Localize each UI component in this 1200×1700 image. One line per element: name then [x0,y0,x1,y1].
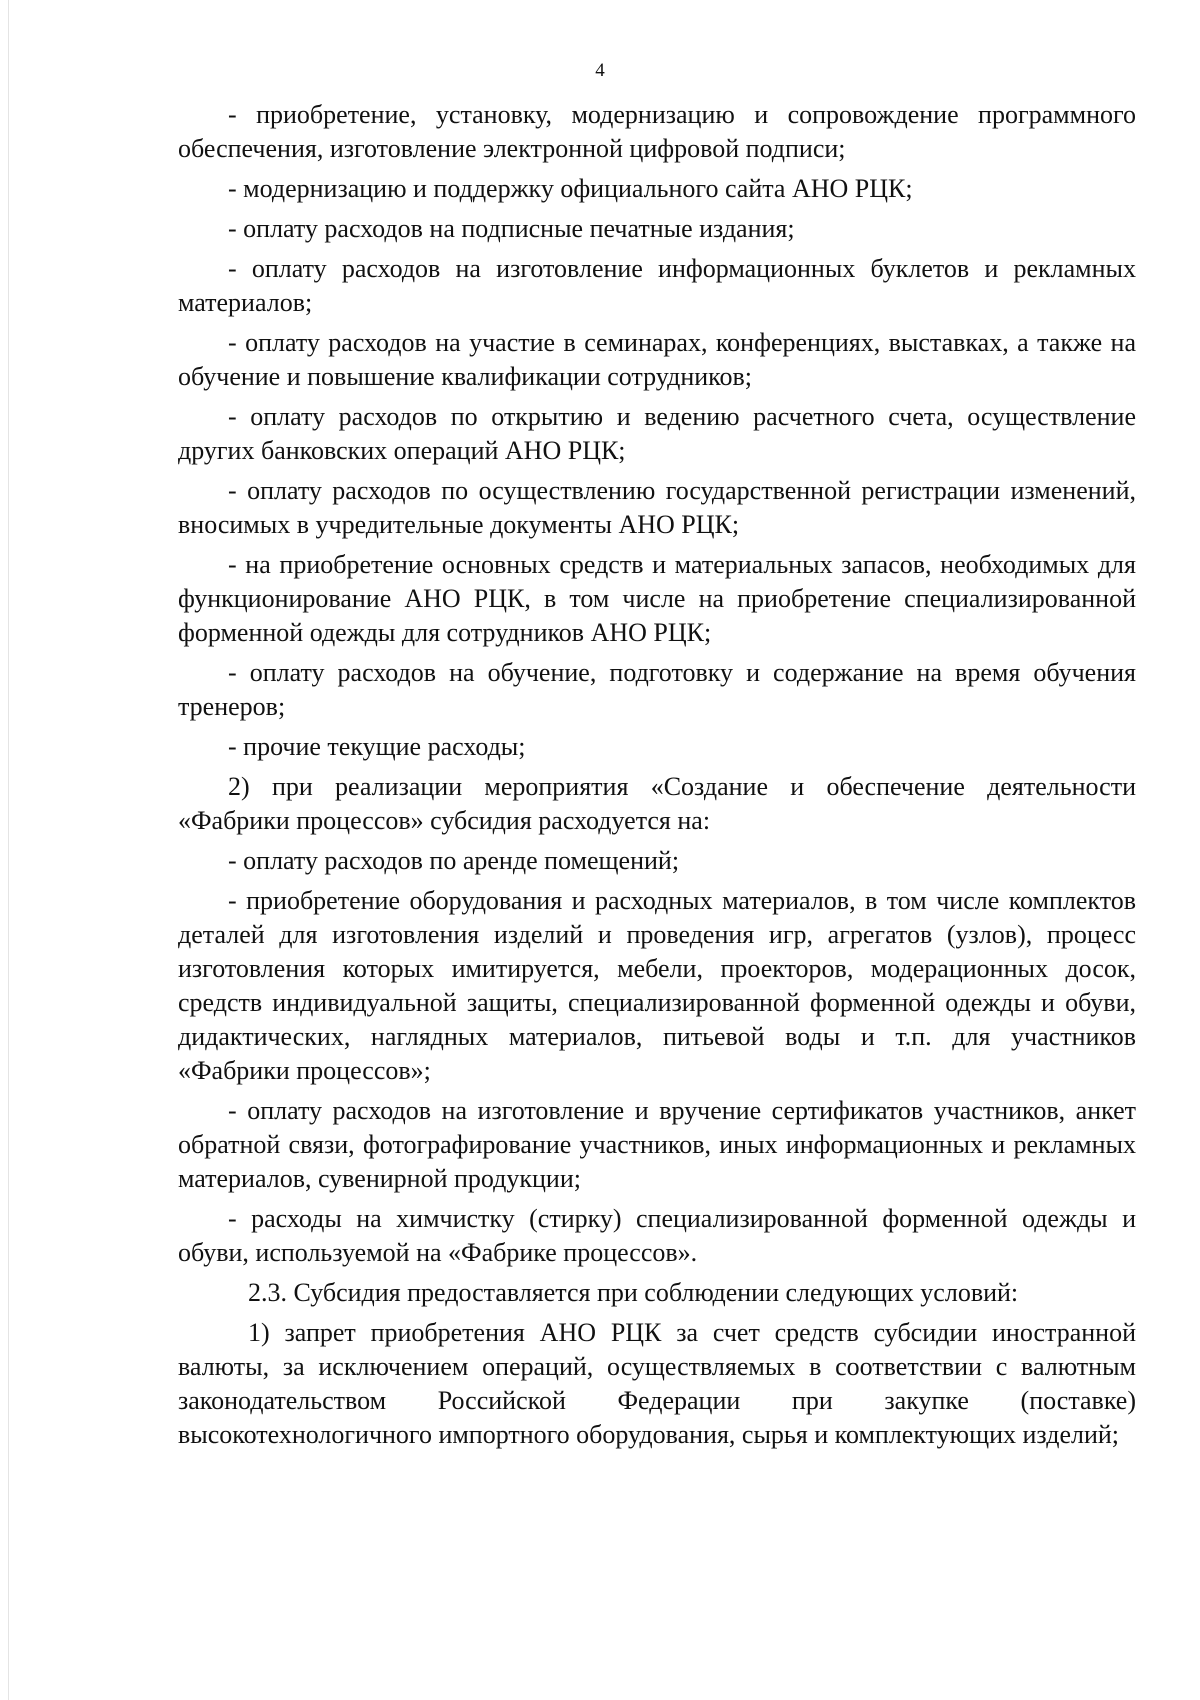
paragraph-subscriptions: - оплату расходов на подписные печатные издания; [228,214,795,243]
paragraph-other-expenses: - прочие текущие расходы; [228,732,526,761]
paragraph-bank-account: - оплату расходов по открытию и ведению расчетного счета, осуществление других банковских операций АНО РЦК; [178,402,1136,465]
paragraph-equipment: - приобретение оборудования и расходных материалов, в том числе комплектов деталей для изготовления изделий и проведения игр, агрегатов (узлов), процесс изготовления которых имитируется, мебели, проекторов, модерационных досок, средств индивидуальной защиты, специализированной форменной одежды и обуви, дидактических, наглядных материалов, питьевой воды и т.п. для участников «Фабрики процессов»; [178,886,1136,1085]
paragraph-website: - модернизацию и поддержку официального сайта АНО РЦК; [228,174,913,203]
paragraph-rent: - оплату расходов по аренде помещений; [228,846,680,875]
paragraph-trainers: - оплату расходов на обучение, подготовку и содержание на время обучения тренеров; [178,658,1136,721]
paragraph-software: - приобретение, установку, модернизацию и сопровождение программного обеспечения, изготовление электронной цифровой подписи; [178,100,1136,163]
paragraph-process-factory: 2) при реализации мероприятия «Создание и обеспечение деятельности «Фабрики процессов» субсидия расходуется на: [178,772,1136,835]
scan-edge-line [8,0,9,1700]
paragraph-certificates: - оплату расходов на изготовление и вручение сертификатов участников, анкет обратной связи, фотографирование участников, иных информационных и рекламных материалов, сувенирной продукции; [178,1096,1136,1193]
paragraph-conditions: 2.3. Субсидия предоставляется при соблюдении следующих условий: [248,1278,1019,1307]
paragraph-dry-cleaning: - расходы на химчистку (стирку) специализированной форменной одежды и обуви, используемой на «Фабрике процессов». [178,1204,1136,1267]
paragraph-fixed-assets: - на приобретение основных средств и материальных запасов, необходимых для функционирование АНО РЦК, в том числе на приобретение специализированной форменной одежды для сотрудников АНО РЦК; [178,550,1136,647]
paragraph-booklets: - оплату расходов на изготовление информационных буклетов и рекламных материалов; [178,254,1136,317]
paragraph-registration: - оплату расходов по осуществлению государственной регистрации изменений, вносимых в учредительные документы АНО РЦК; [178,476,1136,539]
document-body [178,98,1136,1458]
paragraph-currency-ban: 1) запрет приобретения АНО РЦК за счет средств субсидии иностранной валюты, за исключением операций, осуществляемых в соответствии с валютным законодательством Российской Федерации при закупке (поставке) высокотехнологичного импортного оборудования, сырья и комплектующих изделий; [178,1318,1136,1449]
paragraph-seminars: - оплату расходов на участие в семинарах, конференциях, выставках, а также на обучение и повышение квалификации сотрудников; [178,328,1136,391]
page-number: 4 [595,60,605,81]
